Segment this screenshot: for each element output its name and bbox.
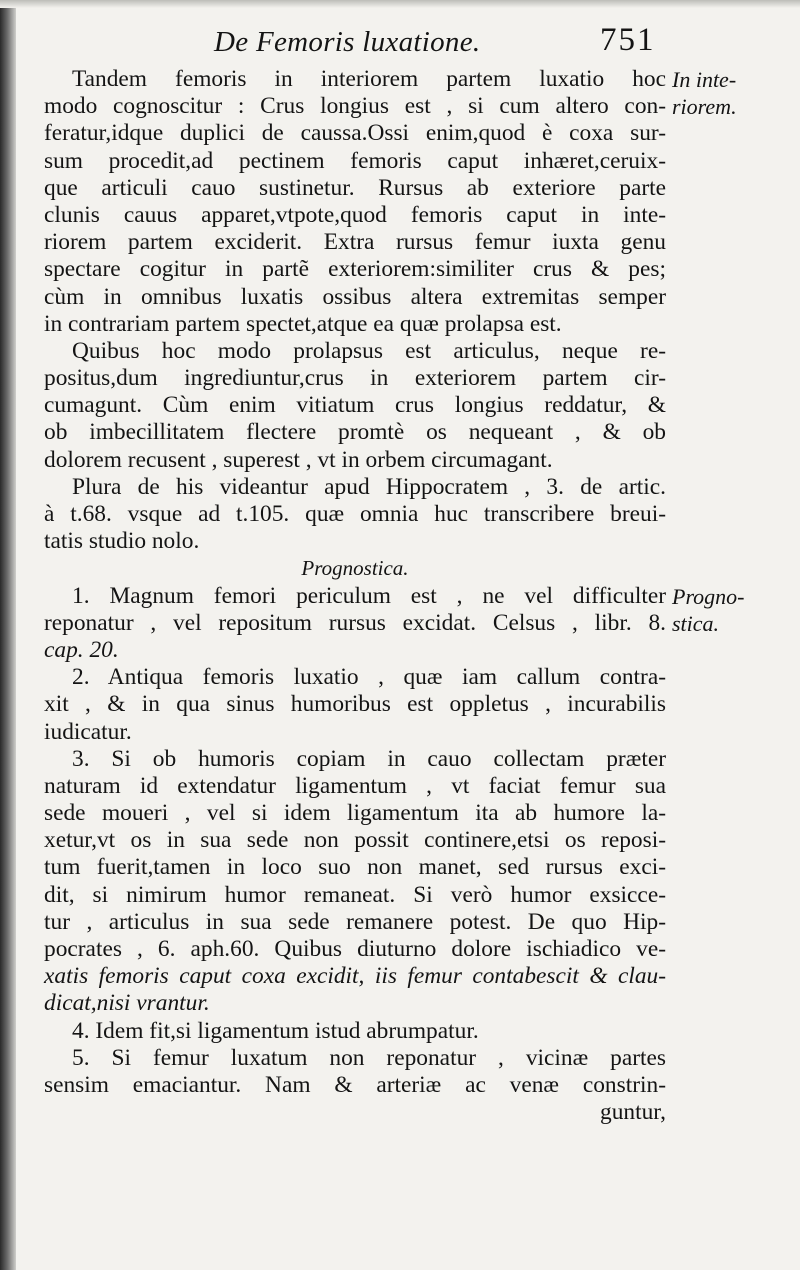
- running-head: De Femoris luxatione.: [214, 26, 481, 58]
- text-line: riorem partem exciderit. Extra rursus femur iuxta genu: [44, 229, 666, 256]
- text-line: spectare cogitur in partẽ exteriorem:similiter crus & pes;: [44, 256, 666, 283]
- text-line: cùm in omnibus luxatis ossibus altera extremitas semper: [44, 283, 666, 310]
- text-line: xetur,vt os in sua sede non possit continere,etsi os reposi-: [44, 827, 666, 854]
- text-line: iudicatur.: [44, 718, 132, 745]
- text-line: Plura de his videantur apud Hippocratem , 3. de artic.: [72, 473, 666, 500]
- text-line: 4. Idem fit,si ligamentum istud abrumpatur.: [72, 1017, 479, 1044]
- text-line: guntur,: [600, 1099, 666, 1126]
- scan-top-shadow: [0, 0, 800, 8]
- text-line: sensim emaciantur. Nam & arteriæ ac venæ constrin-: [44, 1071, 666, 1098]
- text-line: dicat,nisi vrantur.: [44, 990, 210, 1017]
- body-text: [44, 66, 666, 1126]
- margin-note: riorem.: [672, 94, 737, 120]
- text-line: que articuli cauo sustinetur. Rursus ab exteriore parte: [44, 174, 666, 201]
- text-line: sum procedit,ad pectinem femoris caput inhæret,ceruix-: [44, 147, 666, 174]
- text-line: 1. Magnum femori periculum est , ne vel difficulter: [72, 582, 666, 609]
- margin-note: stica.: [672, 611, 720, 636]
- text-line: tur , articulus in sua sede remanere potest. De quo Hip-: [44, 908, 666, 935]
- text-line: tum fuerit,tamen in loco suo non manet, sed rursus exci-: [44, 854, 666, 881]
- text-line: cap. 20.: [44, 636, 119, 663]
- text-line: modo cognoscitur : Crus longius est , si cum altero con-: [44, 93, 666, 120]
- text-line: à t.68. vsque ad t.105. quæ omnia huc transcribere breui-: [44, 501, 666, 527]
- text-line: clunis cauus apparet,vtpote,quod femoris caput in inte-: [44, 201, 666, 228]
- text-line: ob imbecillitatem flectere promtè os nequeant , & ob: [44, 419, 666, 446]
- margin-note: In inte-: [672, 67, 737, 92]
- text-line: in contrariam partem spectet,atque ea quæ prolapsa est.: [44, 310, 562, 337]
- text-line: tatis studio nolo.: [44, 528, 200, 555]
- text-line: pocrates , 6. aph.60. Quibus diuturno dolore ischiadico ve-: [44, 936, 666, 962]
- margin-note: Progno-: [672, 583, 745, 609]
- text-line: cumagunt. Cùm enim vitiatum crus longius reddatur, &: [44, 392, 666, 419]
- text-line: reponatur , vel repositum rursus excidat. Celsus , libr. 8.: [44, 609, 666, 636]
- scan-edge-shadow: [0, 0, 16, 1270]
- text-line: feratur,idque duplici de caussa.Ossi enim,quod è coxa sur-: [44, 120, 666, 147]
- text-line: xatis femoris caput coxa excidit, iis femur contabescit & clau-: [44, 963, 666, 990]
- text-line: positus,dum ingrediuntur,crus in exteriorem partem cir-: [44, 365, 666, 392]
- text-line: xit , & in qua sinus humoribus est oppletus , incurabilis: [44, 691, 666, 718]
- text-line: dolorem recusent , superest , vt in orbem circumagant.: [44, 446, 553, 473]
- section-heading: Prognostica.: [301, 556, 409, 581]
- text-line: 3. Si ob humoris copiam in cauo collectam præter: [72, 745, 666, 772]
- text-line: naturam id extendatur ligamentum , vt faciat femur sua: [44, 772, 666, 799]
- page-number: 751: [600, 22, 656, 58]
- text-line: sede moueri , vel si idem ligamentum ita ab humore la-: [44, 800, 666, 827]
- text-line: Tandem femoris in interiorem partem luxatio hoc: [72, 66, 666, 92]
- text-line: 2. Antiqua femoris luxatio , quæ iam callum contra-: [72, 664, 666, 691]
- text-line: 5. Si femur luxatum non reponatur , vicinæ partes: [72, 1044, 666, 1071]
- text-line: dit, si nimirum humor remaneat. Si verò humor exsicce-: [44, 881, 666, 908]
- page-header: [0, 22, 800, 66]
- text-line: Quibus hoc modo prolapsus est articulus, neque re-: [72, 337, 666, 364]
